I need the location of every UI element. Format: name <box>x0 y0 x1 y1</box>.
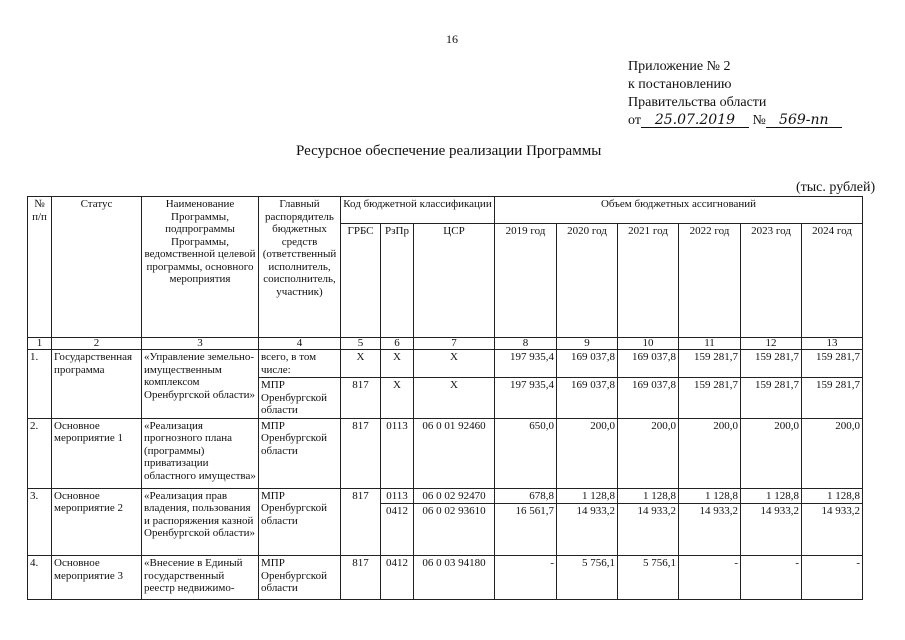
row-value-2023: - <box>741 556 802 600</box>
row-value-2024: - <box>802 556 863 600</box>
handwritten-date: 25.07.2019 <box>641 113 749 128</box>
row-grbs: 817 <box>341 418 381 488</box>
col-number: 7 <box>414 338 495 350</box>
row-csr: 06 0 02 92470 <box>414 488 495 504</box>
row-csr: 06 0 01 92460 <box>414 418 495 488</box>
row-value-2019: 197 935,4 <box>495 350 557 378</box>
row-value-2019: 678,8 <box>495 488 557 504</box>
row-value-2023: 159 281,7 <box>741 350 802 378</box>
header-2020: 2020 год <box>557 224 618 338</box>
row-admin: МПР Оренбургской области <box>259 556 341 600</box>
col-number: 10 <box>618 338 679 350</box>
row-value-2019: 650,0 <box>495 418 557 488</box>
col-number: 8 <box>495 338 557 350</box>
row-value-2020: 5 756,1 <box>557 556 618 600</box>
row-admin: МПР Оренбургской области <box>259 418 341 488</box>
row-value-2021: 169 037,8 <box>618 350 679 378</box>
row-value-2020: 169 037,8 <box>557 350 618 378</box>
row-csr: Х <box>414 350 495 378</box>
row-name: «Реализация прогнозного плана (программы) приватизации областного имущества» <box>142 418 259 488</box>
row-grbs: 817 <box>341 556 381 600</box>
row-rzpr: 0113 <box>381 488 414 504</box>
row-value-2020: 14 933,2 <box>557 504 618 556</box>
row-value-2021: 5 756,1 <box>618 556 679 600</box>
row-value-2024: 1 128,8 <box>802 488 863 504</box>
col-number: 9 <box>557 338 618 350</box>
row-value-2022: 159 281,7 <box>679 378 741 419</box>
header-csr: ЦСР <box>414 224 495 338</box>
row-rzpr: 0412 <box>381 504 414 556</box>
header-2019: 2019 год <box>495 224 557 338</box>
col-number: 4 <box>259 338 341 350</box>
row-status: Основное мероприятие 2 <box>52 488 142 556</box>
row-num: 4. <box>28 556 52 600</box>
date-prefix: от <box>628 113 641 128</box>
row-value-2022: 1 128,8 <box>679 488 741 504</box>
row-rzpr: 0113 <box>381 418 414 488</box>
row-admin: МПР Оренбургской области <box>259 378 341 419</box>
header-2023: 2023 год <box>741 224 802 338</box>
row-value-2024: 159 281,7 <box>802 378 863 419</box>
header-name: Наименование Программы, подпрограммы Программы, ведомственной целевой программы, основного мероприятия <box>142 197 259 338</box>
row-num: 1. <box>28 350 52 419</box>
row-value-2021: 200,0 <box>618 418 679 488</box>
row-value-2023: 1 128,8 <box>741 488 802 504</box>
row-rzpr: 0412 <box>381 556 414 600</box>
row-rzpr: Х <box>381 350 414 378</box>
header-code-group: Код бюджетной классификации <box>341 197 495 224</box>
row-value-2023: 14 933,2 <box>741 504 802 556</box>
resource-table <box>27 196 863 600</box>
row-grbs: Х <box>341 350 381 378</box>
row-value-2019: - <box>495 556 557 600</box>
row-value-2020: 1 128,8 <box>557 488 618 504</box>
row-csr: 06 0 02 93610 <box>414 504 495 556</box>
row-value-2022: 14 933,2 <box>679 504 741 556</box>
row-rzpr: Х <box>381 378 414 419</box>
appendix-line-3: Правительства области <box>628 95 767 110</box>
row-admin: всего, в том числе: <box>259 350 341 378</box>
row-grbs: 817 <box>341 488 381 556</box>
header-admin: Главный распорядитель бюджетных средств (ответственный исполнитель, соисполнитель, участник) <box>259 197 341 338</box>
table-row <box>28 418 863 488</box>
column-number-row <box>28 338 863 350</box>
row-status: Основное мероприятие 3 <box>52 556 142 600</box>
header-2021: 2021 год <box>618 224 679 338</box>
col-number: 12 <box>741 338 802 350</box>
page-number: 16 <box>446 32 458 46</box>
header-2024: 2024 год <box>802 224 863 338</box>
row-status: Государственная программа <box>52 350 142 419</box>
col-number: 2 <box>52 338 142 350</box>
col-number: 6 <box>381 338 414 350</box>
row-grbs: 817 <box>341 378 381 419</box>
header-status: Статус <box>52 197 142 338</box>
row-name: «Управление земельно-имущественным комплексом Оренбургской области» <box>142 350 259 419</box>
row-value-2019: 197 935,4 <box>495 378 557 419</box>
row-value-2022: - <box>679 556 741 600</box>
table-row <box>28 488 863 504</box>
row-value-2021: 14 933,2 <box>618 504 679 556</box>
row-value-2021: 169 037,8 <box>618 378 679 419</box>
row-value-2021: 1 128,8 <box>618 488 679 504</box>
header-num: № п/п <box>28 197 52 338</box>
row-value-2019: 16 561,7 <box>495 504 557 556</box>
row-status: Основное мероприятие 1 <box>52 418 142 488</box>
row-value-2023: 200,0 <box>741 418 802 488</box>
header-rzpr: РзПр <box>381 224 414 338</box>
row-num: 3. <box>28 488 52 556</box>
row-num: 2. <box>28 418 52 488</box>
header-2022: 2022 год <box>679 224 741 338</box>
row-value-2022: 200,0 <box>679 418 741 488</box>
row-value-2024: 159 281,7 <box>802 350 863 378</box>
row-value-2024: 14 933,2 <box>802 504 863 556</box>
col-number: 1 <box>28 338 52 350</box>
units-label: (тыс. рублей) <box>796 180 876 195</box>
row-name: «Внесение в Единый государственный реестр недвижимо- <box>142 556 259 600</box>
appendix-date-line <box>628 112 842 130</box>
row-csr: 06 0 03 94180 <box>414 556 495 600</box>
appendix-block <box>628 58 842 130</box>
header-volume-group: Объем бюджетных ассигнований <box>495 197 863 224</box>
table-row <box>28 556 863 600</box>
col-number: 3 <box>142 338 259 350</box>
row-value-2024: 200,0 <box>802 418 863 488</box>
header-grbs: ГРБС <box>341 224 381 338</box>
number-prefix: № <box>752 113 766 128</box>
row-value-2020: 200,0 <box>557 418 618 488</box>
col-number: 11 <box>679 338 741 350</box>
appendix-line-1: Приложение № 2 <box>628 59 731 74</box>
col-number: 5 <box>341 338 381 350</box>
appendix-line-2: к постановлению <box>628 77 732 92</box>
row-value-2020: 169 037,8 <box>557 378 618 419</box>
row-csr: Х <box>414 378 495 419</box>
row-value-2023: 159 281,7 <box>741 378 802 419</box>
row-admin: МПР Оренбургской области <box>259 488 341 556</box>
handwritten-number: 569-пп <box>766 113 842 128</box>
document-title: Ресурсное обеспечение реализации Программы <box>296 143 602 159</box>
row-value-2022: 159 281,7 <box>679 350 741 378</box>
table-row <box>28 350 863 378</box>
row-name: «Реализация прав владения, пользования и распоряжения казной Оренбургской области» <box>142 488 259 556</box>
col-number: 13 <box>802 338 863 350</box>
